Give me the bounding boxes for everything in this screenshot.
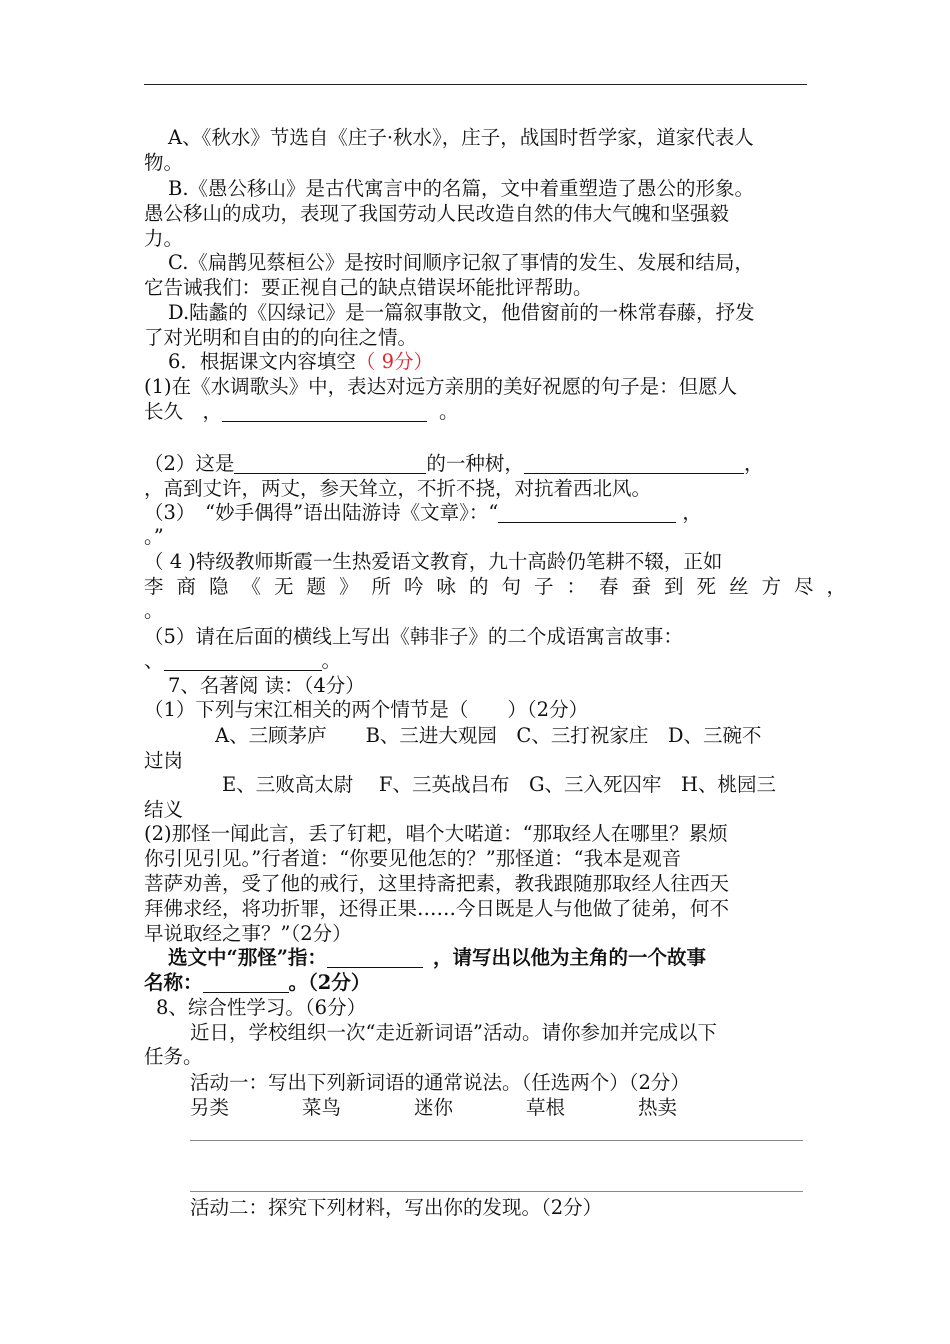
- q8-word: 菜鸟: [302, 1096, 342, 1119]
- q7-options-line1: A、三顾茅庐 B、三进大观园 C、三打祝家庄 D、三碗不: [215, 724, 762, 747]
- q7-question-line1: [168, 946, 833, 970]
- q7-passage-line3: 菩萨劝善，受了他的戒行，这里持斋把素，教我跟随那取经人往西天: [144, 872, 730, 895]
- q8-word: 另类: [190, 1096, 230, 1119]
- q7-monster-blank[interactable]: [327, 947, 423, 968]
- q6-s5-prefix: 、: [144, 649, 164, 672]
- q7-p1: （1）下列与宋江相关的两个情节是（ ）（2分）: [144, 698, 589, 721]
- q7-story-suffix: 。（2分）: [288, 971, 371, 994]
- q6-s3-line2: 。”: [144, 525, 164, 548]
- q7-options-line2-cont: 结义: [144, 798, 184, 821]
- q7-question-prefix: 选文中“那怪”指：: [168, 946, 327, 969]
- q6-score: （ 9分）: [355, 350, 434, 373]
- q6-s3-blank[interactable]: [498, 502, 676, 523]
- q7-question-middle: ，请写出以他为主角的一个故事: [432, 946, 706, 969]
- q7-story-blank[interactable]: [203, 972, 289, 993]
- q6-s1-prefix: 长久 ，: [144, 400, 223, 423]
- q6-s2-prefix: （2）这是: [144, 452, 235, 475]
- q7-passage-line5: 早说取经之事？”（2分）: [144, 922, 352, 945]
- q8-title: 8、综合性学习。（6分）: [156, 996, 367, 1019]
- q6-s5-suffix: 。: [321, 649, 342, 672]
- option-c-line1: C.《扁鹊见蔡桓公》是按时间顺序记叙了事情的发生、发展和结局，: [168, 251, 754, 274]
- q8-answer-line[interactable]: [190, 1191, 803, 1192]
- q7-title: 7、名著阅 读：（4分）: [168, 674, 365, 697]
- q6-title: 6．根据课文内容填空: [168, 350, 356, 373]
- option-d-line2: 了对光明和自由的的向往之情。: [144, 326, 418, 349]
- q6-s4-line2: 李商隐《无题》所吟咏的句子：春蚕到死丝方尽，: [144, 575, 860, 598]
- option-b-line1: B.《愚公移山》是古代寓言中的名篇，文中着重塑造了愚公的形象。: [168, 177, 755, 200]
- option-b-line3: 力。: [144, 227, 184, 250]
- q6-heading: [168, 350, 833, 374]
- q6-s2-blank1[interactable]: [234, 453, 426, 474]
- option-c-line2: 它告诫我们：要正视自己的缺点错误坏能批评帮助。: [144, 276, 593, 299]
- q7-question-line2: [144, 971, 809, 995]
- q7-story-prefix: 名称：: [144, 971, 203, 994]
- q6-s5-line1: （5）请在后面的横线上写出《韩非子》的二个成语寓言故事：: [144, 625, 683, 648]
- q6-s4-line3: 。: [144, 599, 164, 622]
- header-rule: [144, 84, 807, 85]
- option-a-line2: 物。: [144, 151, 184, 174]
- q6-s1-answer-blank[interactable]: [222, 401, 427, 422]
- q6-s3-line1: [144, 501, 809, 525]
- q6-s3-prefix: （3） “妙手偶得”语出陆游诗《文章》：“: [144, 501, 499, 524]
- q6-s2-line2: ，高到丈许，两丈，参天耸立，不折不挠，对抗着西北风。: [144, 477, 652, 500]
- q8-word: 草根: [526, 1096, 566, 1119]
- q8-word-list: [190, 1096, 855, 1120]
- option-a-line1: A、《秋水》节选自《庄子·秋水》，庄子，战国时哲学家，道家代表人: [168, 126, 754, 149]
- q6-s2-middle: 的一种树，: [426, 452, 524, 475]
- q6-s1-line2: [144, 400, 809, 424]
- q8-intro-line1: 近日，学校组织一次“走近新词语”活动。请你参加并完成以下: [190, 1021, 717, 1044]
- q8-word: 迷你: [414, 1096, 454, 1119]
- q8-word: 热卖: [638, 1096, 678, 1119]
- q6-s2-suffix: ，: [743, 452, 764, 475]
- q7-passage-line2: 你引见引见。”行者道：“你要见他怎的？”那怪道：“我本是观音: [144, 847, 682, 870]
- q6-s2-blank2[interactable]: [524, 453, 744, 474]
- q6-s1-suffix: 。: [439, 400, 459, 423]
- q7-options-line2: E、三败高太尉 F、三英战吕布 G、三入死囚牢 H、桃园三: [222, 773, 777, 796]
- q8-activity1: 活动一：写出下列新词语的通常说法。（任选两个）（2分）: [190, 1071, 690, 1094]
- q6-s3-suffix: ，: [682, 501, 702, 524]
- q6-s5-line2: [144, 649, 809, 673]
- q6-s1-line1: (1)在《水调歌头》中，表达对远方亲朋的美好祝愿的句子是：但愿人: [144, 375, 738, 398]
- option-b-line2: 愚公移山的成功，表现了我国劳动人民改造自然的伟大气魄和坚强毅: [144, 202, 730, 225]
- q8-activity2: 活动二：探究下列材料，写出你的发现。（2分）: [190, 1196, 603, 1219]
- q6-s4-line1: （ 4 )特级教师斯霞一生热爱语文教育，九十高龄仍笔耕不辍，正如: [144, 550, 723, 573]
- q8-intro-line2: 任务。: [144, 1045, 203, 1068]
- option-d-line1: D.陆蠡的《囚绿记》是一篇叙事散文，他借窗前的一株常春藤，抒发: [168, 301, 755, 324]
- q7-passage-line1: (2)那怪一闻此言，丢了钉耙，唱个大喏道：“那取经人在哪里？累烦: [144, 822, 728, 845]
- q7-passage-line4: 拜佛求经，将功折罪，还得正果……今日既是人与他做了徒弟，何不: [144, 897, 730, 920]
- q7-options-line1-cont: 过岗: [144, 749, 184, 772]
- q6-s5-blank[interactable]: [164, 650, 322, 671]
- q6-s2-line1: [144, 452, 809, 476]
- q8-answer-line[interactable]: [190, 1140, 803, 1141]
